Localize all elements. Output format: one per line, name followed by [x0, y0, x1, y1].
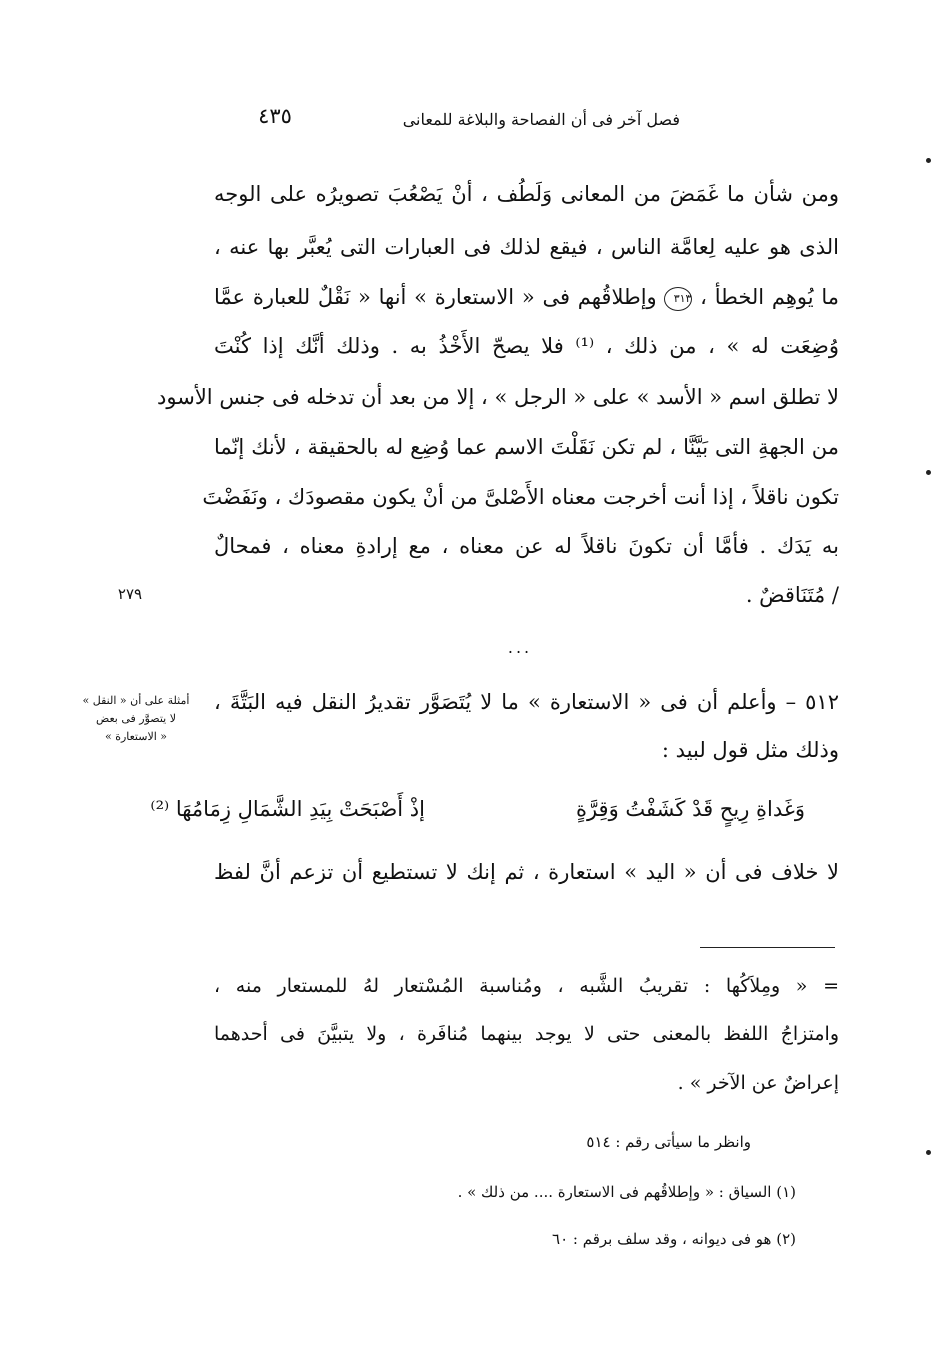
footnote-rule	[700, 947, 835, 948]
body-line-4: وُضِعَت له » ، من ذلك ، ⁽¹⁾ فلا يصحّ الأَخْذُ به . وذلك أنَّك إذا كُنْتَ	[214, 334, 839, 358]
verse-first-hemistich: وَغَداةِ رِيحٍ قَدْ كَشَفْتُ وَقِرَّةٍ	[575, 797, 805, 821]
body-line-3-prefix: ما يُوهِم الخطأ ،	[700, 285, 839, 309]
footnote-see-also: وانظر ما سيأتى رقم : ٥١٤	[586, 1133, 751, 1151]
scan-mark	[926, 1150, 931, 1155]
section-separator: ...	[507, 638, 533, 657]
paragraph2-line-1: ٥١٢ – وأعلم أن فى « الاستعارة » ما لا يُتَصَوَّر تقديرُ النقل فيه البَتَّةَ ،	[214, 690, 839, 714]
paragraph2-line-2: وذلك مثل قول لبيد :	[661, 738, 839, 762]
body-line-9: / مُتَنَاقضٌ .	[745, 583, 839, 607]
footnote-continuation-line-1: = « ومِلاَكُها : تقريبُ الشَّبه ، ومُناسبة المُسْتعار لهُ للمستعار منه ،	[214, 975, 839, 997]
body-line-8: به يَدَك . فأمَّا أن تكونَ ناقلاً له عن معناه ، مع إرادةِ معناه ، فمحالٌ	[214, 534, 839, 558]
marker-badge: ٣١٣	[664, 287, 692, 311]
scan-mark	[926, 470, 931, 475]
side-note-line: أمثلة على أن « النقل »	[82, 694, 190, 707]
side-note-line: « الاستعارة »	[104, 730, 168, 743]
verse-second-hemistich: إذْ أَصْبَحَتْ بِيَدِ الشَّمَالِ زِمَامُهَا ⁽²⁾	[150, 797, 425, 821]
footnote-2: (٢) هو فى ديوانه ، وقد سلف برقم : ٦٠	[552, 1230, 796, 1248]
scan-mark	[926, 158, 931, 163]
running-header-title: فصل آخر فى أن الفصاحة والبلاغة للمعانى	[402, 110, 680, 129]
body-line-1: ومن شأن ما غَمَضَ من المعانى وَلَطُف ، أنْ يَصْعُبَ تصويرُه على الوجه	[214, 182, 839, 206]
body-line-2: الذى هو عليه لِعامَّة الناس ، فيقع لذلك فى العبارات التى يُعبَّر بها عنه ،	[214, 235, 839, 259]
side-note	[80, 692, 192, 746]
footnote-continuation-line-2: وامتزاجُ اللفظ بالمعنى حتى لا يوجد بينهما مُنافَرة ، ولا يتبيَّنَ فى أحدهما	[214, 1023, 839, 1045]
body-line-3	[214, 285, 839, 311]
side-note-line: لا يتصوَّر فى بعض	[96, 712, 176, 725]
paragraph3-line: لا خلاف فى أن « اليد » استعارة ، ثم إنك لا تستطيع أن تزعم أنَّ لفظ	[214, 860, 839, 884]
body-line-7: تكون ناقلاً ، إذا أنت أخرجت معناه الأَصْلىَّ من أنْ يكون مقصودَك ، ونَفَضْتَ	[202, 485, 839, 509]
footnote-1: (١) السياق : « وإطلاقُهم فى الاستعارة .... من ذلك » .	[457, 1183, 796, 1201]
margin-page-number: ٢٧٩	[117, 585, 143, 603]
page-number: ٤٣٥	[258, 104, 292, 128]
body-line-6: من الجهةِ التى بَيَّنَّا ، لم تكن نَقَلْتَ الاسم عما وُضِع له بالحقيقة ، لأنك إنّما	[214, 435, 839, 459]
footnote-continuation-line-3: إعراضٌ عن الآخر » .	[677, 1072, 839, 1094]
body-line-5: لا تطلق اسم « الأسد » على « الرجل » ، إلا من بعد أن تدخله فى جنس الأسود	[157, 385, 839, 409]
body-line-3-rest: وإطلاقُهم فى « الاستعارة » أنها « نَقْلٌ للعبارة عمَّا	[214, 285, 657, 309]
